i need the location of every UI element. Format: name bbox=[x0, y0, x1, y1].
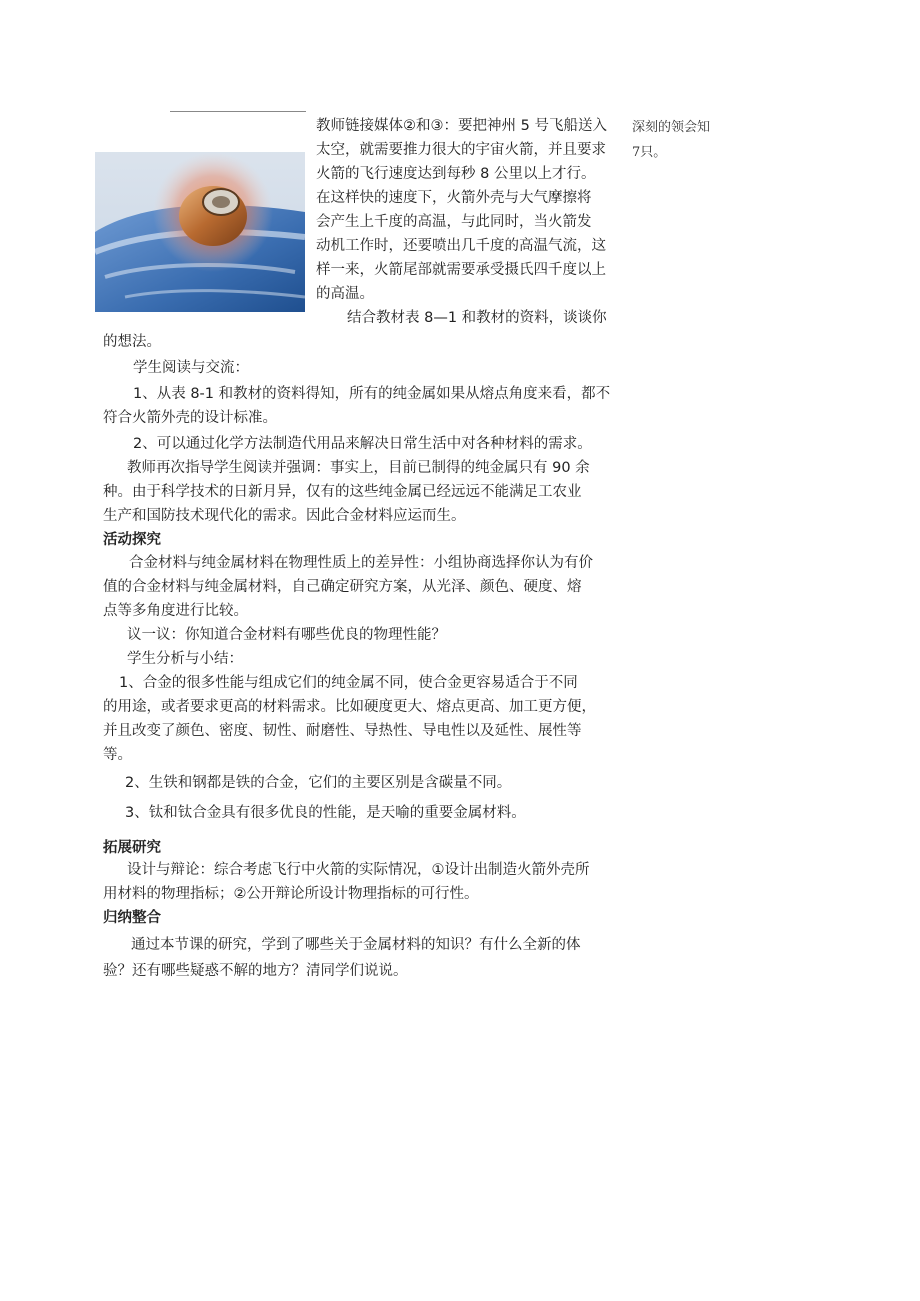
margin-note: 深刻的领会知 bbox=[632, 120, 711, 135]
activity-line: 等。 bbox=[103, 747, 132, 763]
intro-line: 结合教材表 8—1 和教材的资料，谈谈你 bbox=[347, 310, 607, 326]
intro-line: 动机工作时，还要喷出几千度的高温气流，这 bbox=[316, 238, 606, 254]
body-line: 种。由于科学技术的日新月异，仅有的这些纯金属已经远远不能满足工农业 bbox=[103, 484, 582, 500]
intro-line: 会产生上千度的高温，与此同时，当火箭发 bbox=[316, 214, 592, 230]
body-line: 学生阅读与交流： bbox=[133, 360, 249, 376]
body-line: 符合火箭外壳的设计标准。 bbox=[103, 410, 277, 426]
activity-line: 值的合金材料与纯金属材料，自己确定研究方案，从光泽、颜色、硬度、熔 bbox=[103, 579, 582, 595]
intro-line: 教师链接媒体②和③：要把神州 5 号飞船送入 bbox=[316, 118, 607, 134]
capsule-reentry-image bbox=[95, 112, 305, 312]
section-title-activity: 活动探究 bbox=[103, 532, 161, 548]
activity-line: 点等多角度进行比较。 bbox=[103, 603, 248, 619]
intro-line: 的高温。 bbox=[316, 286, 374, 302]
body-line: 1、从表 8-1 和教材的资料得知，所有的纯金属如果从熔点角度来看，都不 bbox=[133, 386, 611, 402]
intro-line: 太空，就需要推力很大的宇宙火箭，并且要求 bbox=[316, 142, 606, 158]
activity-line: 1、合金的很多性能与组成它们的纯金属不同，使合金更容易适合于不同 bbox=[119, 675, 578, 691]
activity-line: 并且改变了颜色、密度、韧性、耐磨性、导热性、导电性以及延性、展性等 bbox=[103, 723, 582, 739]
activity-line: 2、生铁和钢都是铁的合金，它们的主要区别是含碳量不同。 bbox=[125, 775, 512, 791]
margin-note: 7只。 bbox=[632, 145, 667, 160]
intro-line: 火箭的飞行速度达到每秒 8 公里以上才行。 bbox=[316, 166, 596, 182]
extension-line: 设计与辩论：综合考虑飞行中火箭的实际情况，①设计出制造火箭外壳所 bbox=[127, 862, 590, 878]
summary-line: 验？还有哪些疑惑不解的地方？清同学们说说。 bbox=[103, 963, 408, 979]
section-title-summary: 归纳整合 bbox=[103, 910, 161, 926]
activity-line: 学生分析与小结： bbox=[127, 651, 243, 667]
activity-line: 3、钛和钛合金具有很多优良的性能，是天喻的重要金属材料。 bbox=[125, 805, 526, 821]
body-line: 2、可以通过化学方法制造代用品来解决日常生活中对各种材料的需求。 bbox=[133, 436, 592, 452]
section-title-extension: 拓展研究 bbox=[103, 840, 161, 856]
activity-line: 议一议：你知道合金材料有哪些优良的物理性能？ bbox=[127, 627, 446, 643]
body-line: 的想法。 bbox=[103, 334, 161, 350]
intro-line: 在这样快的速度下，火箭外壳与大气摩擦将 bbox=[316, 190, 592, 206]
body-line: 生产和国防技术现代化的需求。因此合金材料应运而生。 bbox=[103, 508, 466, 524]
summary-line: 通过本节课的研究，学到了哪些关于金属材料的知识？有什么全新的体 bbox=[131, 937, 581, 953]
extension-line: 用材料的物理指标；②公开辩论所设计物理指标的可行性。 bbox=[103, 886, 479, 902]
activity-line: 的用途，或者要求更高的材料需求。比如硬度更大、熔点更高、加工更方便， bbox=[103, 699, 596, 715]
activity-line: 合金材料与纯金属材料在物理性质上的差异性：小组协商选择你认为有价 bbox=[129, 555, 593, 571]
body-line: 教师再次指导学生阅读并强调：事实上，目前已制得的纯金属只有 90 余 bbox=[127, 460, 590, 476]
intro-line: 样一来，火箭尾部就需要承受摄氏四千度以上 bbox=[316, 262, 606, 278]
